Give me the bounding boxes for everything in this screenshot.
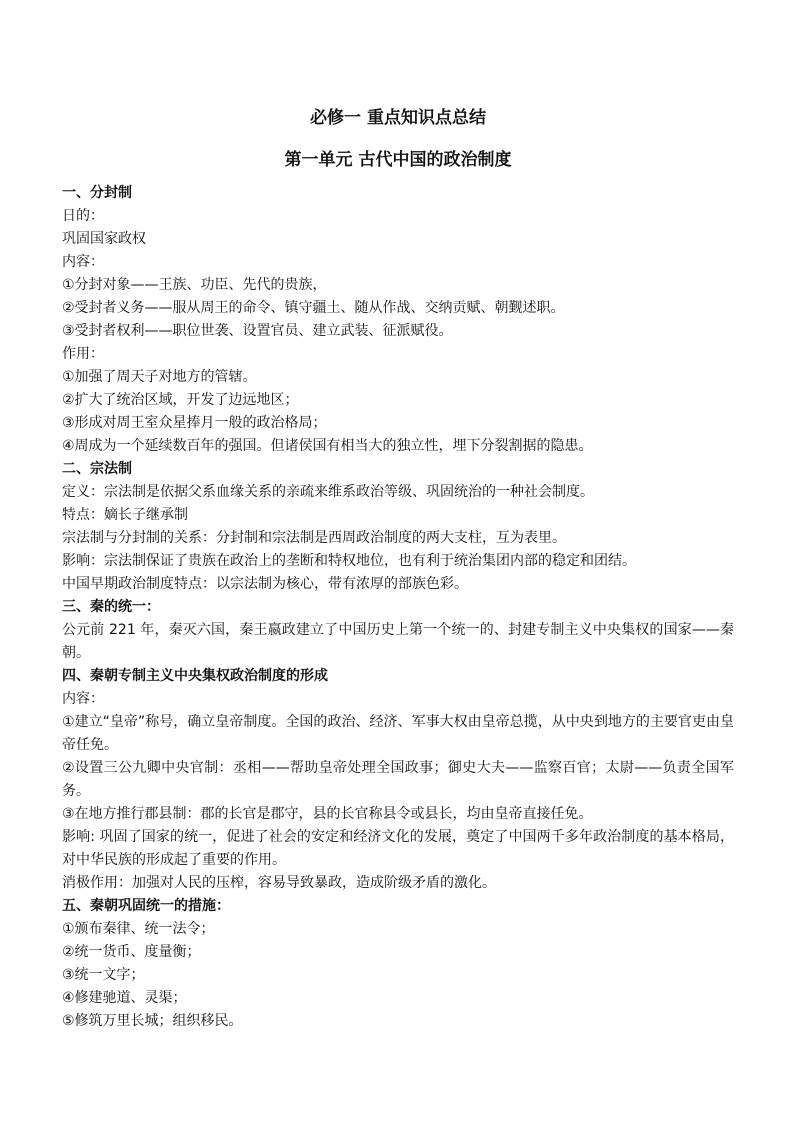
text-line: 影响：宗法制保证了贵族在政治上的垄断和特权地位，也有利于统治集团内部的稳定和团结。 xyxy=(62,553,636,569)
text-line: 中国早期政治制度特点：以宗法制为核心，带有浓厚的部族色彩。 xyxy=(62,576,468,592)
text-line: 定义：宗法制是依据父系血缘关系的亲疏来维系政治等级、巩固统治的一种社会制度。 xyxy=(62,484,594,500)
text-line: ①分封对象——王族、功臣、先代的贵族， xyxy=(62,277,327,293)
unit-title: 第一单元 古代中国的政治制度 xyxy=(284,150,512,170)
text-paragraph: 公元前 221 年，秦灭六国，秦王嬴政建立了中国历史上第一个统一的、封建专制主义中央集权的国家——秦朝。 xyxy=(62,622,734,661)
text-paragraph: 影响: 巩固了国家的统一，促进了社会的安定和经济文化的发展，奠定了中国两千多年政治制度的基本格局，对中华民族的形成起了重要的作用。 xyxy=(62,829,734,868)
text-paragraph: ②设置三公九卿中央官制：丞相——帮助皇帝处理全国政事；御史大夫——监察百官；太尉——负责全国军务。 xyxy=(62,760,734,799)
text-line: 日的： xyxy=(62,208,104,224)
text-line: 特点：嫡长子继承制 xyxy=(62,507,188,523)
section-heading-qin-measures: 五、秦朝巩固统一的措施： xyxy=(62,898,230,914)
text-line: 内容： xyxy=(62,254,104,270)
section-heading-qin-centralization: 四、秦朝专制主义中央集权政治制度的形成 xyxy=(62,668,328,684)
text-line: ③受封者权利——职位世袭、设置官员、建立武装、征派赋役。 xyxy=(62,323,453,339)
text-line: ④周成为一个延续数百年的强国。但诸侯国有相当大的独立性，埋下分裂割据的隐患。 xyxy=(62,438,593,454)
text-line: 巩固国家政权 xyxy=(62,231,146,247)
text-line: ④修建驰道、灵渠； xyxy=(62,990,187,1006)
text-line: 消极作用：加强对人民的压榨，容易导致暴政，造成阶级矛盾的激化。 xyxy=(62,875,496,891)
text-line: 内容： xyxy=(62,691,104,707)
text-line: ②扩大了统治区域，开发了边远地区； xyxy=(62,392,299,408)
section-heading-patriarchal-clan: 二、宗法制 xyxy=(62,461,132,477)
section-heading-enfeoffment: 一、分封制 xyxy=(62,185,132,201)
text-line: ①加强了周天子对地方的管辖。 xyxy=(62,369,257,385)
document-title: 必修一 重点知识点总结 xyxy=(310,108,486,128)
text-line: ②受封者义务——服从周王的命令、镇守疆土、随从作战、交纳贡赋、朝觐述职。 xyxy=(62,300,565,316)
text-line: ③形成对周王室众星捧月一般的政治格局； xyxy=(62,415,327,431)
section-heading-qin-unification: 三、秦的统一： xyxy=(62,599,160,615)
text-line: ③在地方推行郡县制：郡的长官是郡守，县的长官称县令或县长，均由皇帝直接任免。 xyxy=(62,806,593,822)
text-line: ②统一货币、度量衡； xyxy=(62,944,201,960)
text-paragraph: ①建立“皇帝”称号，确立皇帝制度。全国的政治、经济、军事大权由皇帝总揽，从中央到地方的主要官吏由皇帝任免。 xyxy=(62,714,734,753)
text-line: ⑤修筑万里长城；组织移民。 xyxy=(62,1013,243,1029)
text-line: ③统一文字； xyxy=(62,967,145,983)
text-line: 作用： xyxy=(62,346,104,362)
text-line: ①颁布秦律、统一法令； xyxy=(62,921,215,937)
text-line: 宗法制与分封制的关系：分封制和宗法制是西周政治制度的两大支柱，互为表里。 xyxy=(62,530,566,546)
